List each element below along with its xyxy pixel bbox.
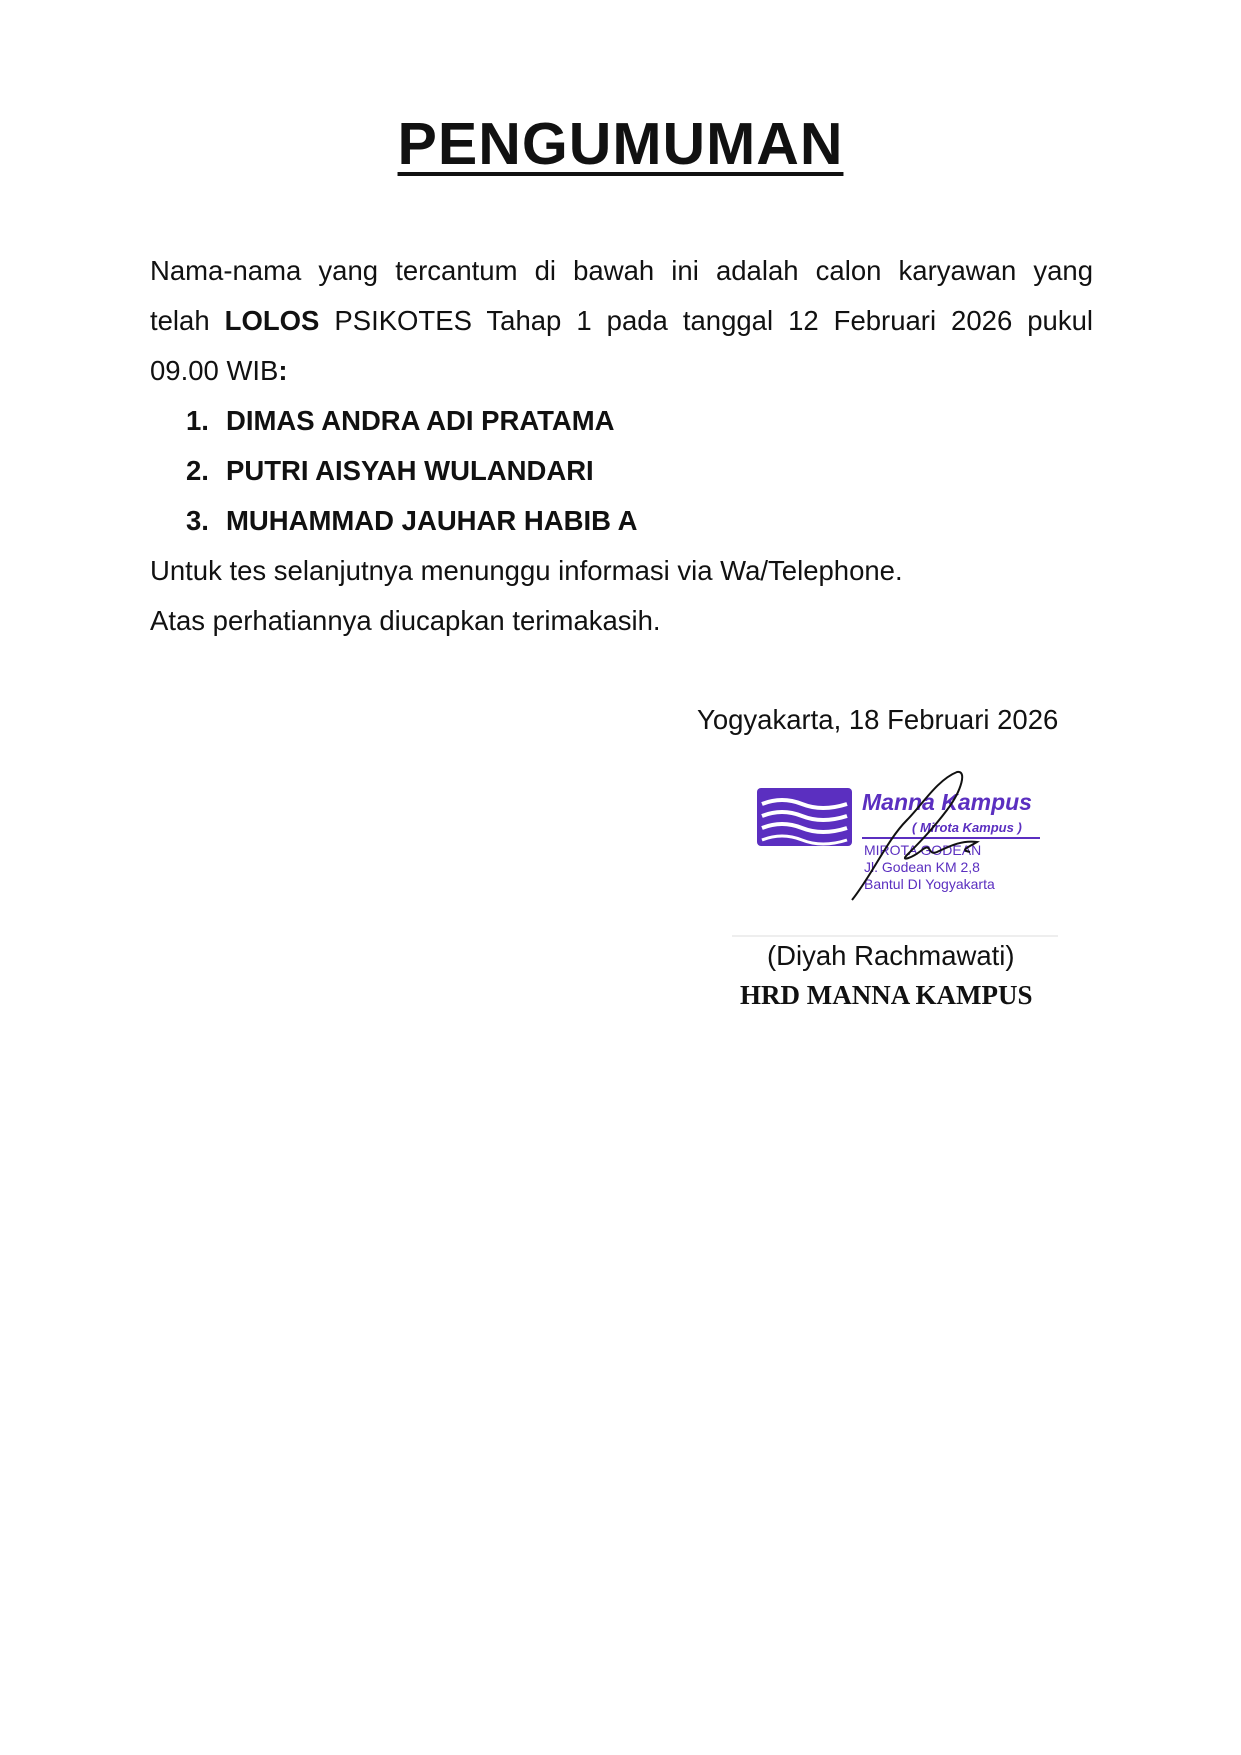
closing-notes xyxy=(150,546,903,646)
list-item xyxy=(186,496,637,546)
page-title xyxy=(0,110,1241,178)
thanks-note: Atas perhatiannya diucapkan terimakasih. xyxy=(150,605,661,636)
stamp-sub: ( Mirota Kampus ) xyxy=(912,820,1022,835)
list-number: 1. xyxy=(186,405,209,436)
list-number: 3. xyxy=(186,505,209,536)
next-test-note: Untuk tes selanjutnya menunggu informasi via Wa/Telephone. xyxy=(150,555,903,586)
company-stamp xyxy=(722,760,1082,960)
intro-line-2-prefix: telah xyxy=(150,305,225,336)
intro-line-1: Nama-nama yang tercantum di bawah ini adalah calon karyawan yang xyxy=(150,255,1093,286)
list-item xyxy=(186,396,637,446)
candidate-name: DIMAS ANDRA ADI PRATAMA xyxy=(226,405,615,436)
stamp-line-3: Bantul DI Yogyakarta xyxy=(864,876,995,892)
stamp-logo-icon xyxy=(757,788,852,846)
intro-line-2 xyxy=(150,296,1093,346)
intro-line-2-suffix: PSIKOTES Tahap 1 pada tanggal 12 Februari 2026 pukul xyxy=(319,305,1093,336)
stamp-line-1: MIROTA GODEAN xyxy=(864,842,982,858)
stamp-line-2: Jl. Godean KM 2,8 xyxy=(864,859,980,875)
title-text: PENGUMUMAN xyxy=(397,111,844,177)
signer-role: HRD MANNA KAMPUS xyxy=(740,980,1033,1010)
intro-colon: : xyxy=(278,355,288,386)
intro-time: 09.00 WIB xyxy=(150,355,279,386)
lolos-emphasis: LOLOS xyxy=(224,305,320,336)
stamp-brand: Manna Kampus xyxy=(862,789,1032,815)
list-number: 2. xyxy=(186,455,209,486)
candidate-name: MUHAMMAD JAUHAR HABIB A xyxy=(226,505,638,536)
candidate-list xyxy=(186,396,637,546)
signer-name: (Diyah Rachmawati) xyxy=(767,940,1015,971)
list-item xyxy=(186,446,637,496)
intro-paragraph xyxy=(150,246,1093,396)
place-date: Yogyakarta, 18 Februari 2026 xyxy=(697,704,1059,735)
intro-line-3 xyxy=(150,346,1093,396)
candidate-name: PUTRI AISYAH WULANDARI xyxy=(226,455,594,486)
